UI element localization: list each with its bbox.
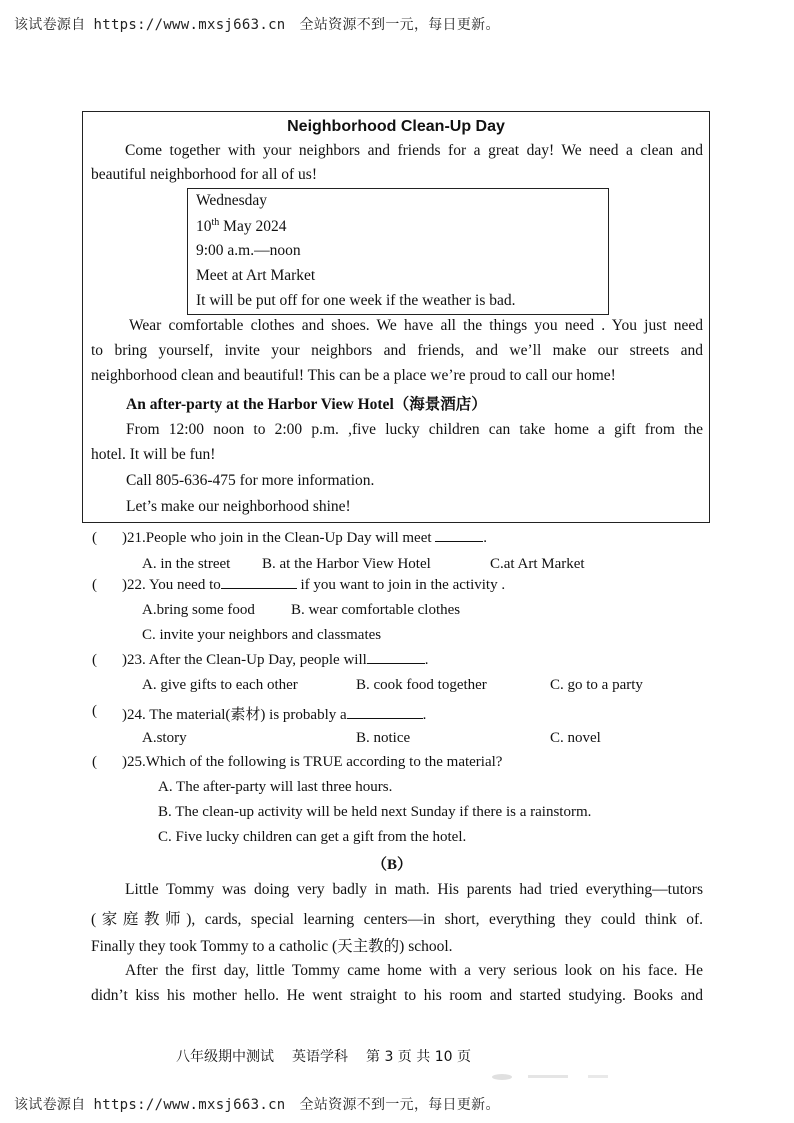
notice-box bbox=[82, 111, 710, 523]
notice-intro-line2: beautiful neighborhood for all of us! bbox=[91, 166, 317, 183]
banner-suffix: 全站资源不到一元，每日更新。 bbox=[299, 17, 500, 33]
question-24-tail: . bbox=[422, 707, 427, 723]
event-date bbox=[196, 217, 286, 236]
option-24-c[interactable]: C. novel bbox=[550, 730, 601, 746]
event-day: Wednesday bbox=[196, 192, 268, 209]
party-heading: An after-party at the Harbor View Hotel（海景酒店） bbox=[126, 396, 487, 413]
option-25-a[interactable]: A. The after-party will last three hours. bbox=[158, 779, 393, 795]
question-21-stem: )21.People who join in the Clean-Up Day will meet bbox=[122, 530, 432, 546]
page-footer bbox=[176, 1046, 489, 1066]
footer-subject: 英语学科 bbox=[292, 1049, 348, 1065]
option-21-b[interactable]: B. at the Harbor View Hotel bbox=[262, 556, 431, 572]
notice-closing: Let’s make our neighborhood shine! bbox=[126, 498, 351, 515]
question-22-stem: )22. You need to bbox=[122, 577, 221, 593]
event-date-day: 10 bbox=[196, 218, 212, 236]
option-22-b[interactable]: B. wear comfortable clothes bbox=[291, 602, 461, 618]
question-21 bbox=[122, 530, 487, 547]
question-22-tail: if you want to join in the activity . bbox=[296, 577, 506, 593]
passage-b-p2-line1: After the first day, little Tommy came home with a very serious look on his face. He bbox=[125, 962, 703, 979]
banner-suffix-bottom: 全站资源不到一元，每日更新。 bbox=[299, 1097, 500, 1113]
question-25: )25.Which of the following is TRUE according to the material? bbox=[122, 754, 503, 770]
event-date-sup: th bbox=[211, 217, 220, 228]
passage-b-p1-line1: Little Tommy was doing very badly in math. His parents had tried everything—tutors bbox=[125, 881, 703, 898]
notice-title: Neighborhood Clean-Up Day bbox=[287, 118, 505, 135]
scan-smudge-mark bbox=[488, 1072, 628, 1082]
section-b-label: （B） bbox=[372, 857, 413, 873]
footer-exam: 八年级期中测试 bbox=[176, 1049, 274, 1065]
option-21-a[interactable]: A. in the street bbox=[142, 556, 231, 572]
option-23-c[interactable]: C. go to a party bbox=[550, 677, 643, 693]
option-24-a[interactable]: A.story bbox=[142, 730, 187, 746]
banner-url[interactable]: https://www.mxsj663.cn bbox=[93, 17, 286, 33]
notice-body-line2: to bring yourself, invite your neighbors and friends, and we’ll make our streets and bbox=[91, 342, 703, 359]
answer-paren-25: ( bbox=[92, 754, 97, 770]
notice-call: Call 805-636-475 for more information. bbox=[126, 472, 375, 489]
option-22-c[interactable]: C. invite your neighbors and classmates bbox=[142, 627, 382, 643]
answer-paren-23: ( bbox=[92, 652, 97, 668]
party-line1: From 12:00 noon to 2:00 p.m. ,five lucky children can take home a gift from the bbox=[126, 421, 703, 438]
passage-b-p1-line2: (家庭教师), cards, special learning centers—in short, everything they could think of. bbox=[91, 911, 703, 928]
question-23-stem: )23. After the Clean-Up Day, people will bbox=[122, 652, 367, 668]
answer-blank-21[interactable] bbox=[435, 540, 483, 542]
top-source-banner bbox=[14, 14, 500, 34]
question-24 bbox=[122, 703, 426, 724]
option-25-c[interactable]: C. Five lucky children can get a gift from the hotel. bbox=[158, 829, 467, 845]
option-23-b[interactable]: B. cook food together bbox=[356, 677, 487, 693]
footer-page: 第 3 页 共 10 页 bbox=[366, 1049, 471, 1065]
passage-b-p1-line3: Finally they took Tommy to a catholic (天主教的) school. bbox=[91, 938, 453, 955]
answer-blank-23[interactable] bbox=[367, 662, 425, 664]
question-23-tail: . bbox=[424, 652, 429, 668]
event-weather: It will be put off for one week if the weather is bad. bbox=[196, 292, 516, 309]
question-22 bbox=[122, 577, 505, 594]
event-time: 9:00 a.m.—noon bbox=[196, 242, 301, 259]
question-23 bbox=[122, 652, 429, 669]
event-place: Meet at Art Market bbox=[196, 267, 316, 284]
answer-paren-24: ( bbox=[92, 703, 97, 719]
question-24-stem: )24. The material(素材) is probably a bbox=[122, 707, 347, 723]
notice-body-line1: Wear comfortable clothes and shoes. We have all the things you need . You just need bbox=[129, 317, 703, 334]
question-21-tail: . bbox=[483, 530, 488, 546]
answer-paren-22: ( bbox=[92, 577, 97, 593]
banner-prefix: 该试卷源自 bbox=[14, 17, 86, 33]
answer-blank-24[interactable] bbox=[347, 717, 423, 719]
option-23-a[interactable]: A. give gifts to each other bbox=[142, 677, 298, 693]
bottom-source-banner bbox=[14, 1094, 500, 1114]
party-line2: hotel. It will be fun! bbox=[91, 446, 216, 463]
option-24-b[interactable]: B. notice bbox=[356, 730, 411, 746]
event-details-box bbox=[187, 188, 609, 315]
notice-body-line3: neighborhood clean and beautiful! This can be a place we’re proud to call our home! bbox=[91, 367, 616, 384]
option-21-c[interactable]: C.at Art Market bbox=[490, 556, 585, 572]
banner-prefix-bottom: 该试卷源自 bbox=[14, 1097, 86, 1113]
passage-b-p2-line2: didn’t kiss his mother hello. He went straight to his room and started studying. Books and bbox=[91, 987, 703, 1004]
notice-intro-line1: Come together with your neighbors and friends for a great day! We need a clean and bbox=[125, 142, 703, 159]
answer-blank-22[interactable] bbox=[221, 587, 297, 589]
event-date-rest: May 2024 bbox=[219, 218, 287, 236]
option-25-b[interactable]: B. The clean-up activity will be held next Sunday if there is a rainstorm. bbox=[158, 804, 592, 820]
banner-url-bottom[interactable]: https://www.mxsj663.cn bbox=[93, 1097, 286, 1113]
answer-paren-21: ( bbox=[92, 530, 97, 546]
option-22-a[interactable]: A.bring some food bbox=[142, 602, 255, 618]
